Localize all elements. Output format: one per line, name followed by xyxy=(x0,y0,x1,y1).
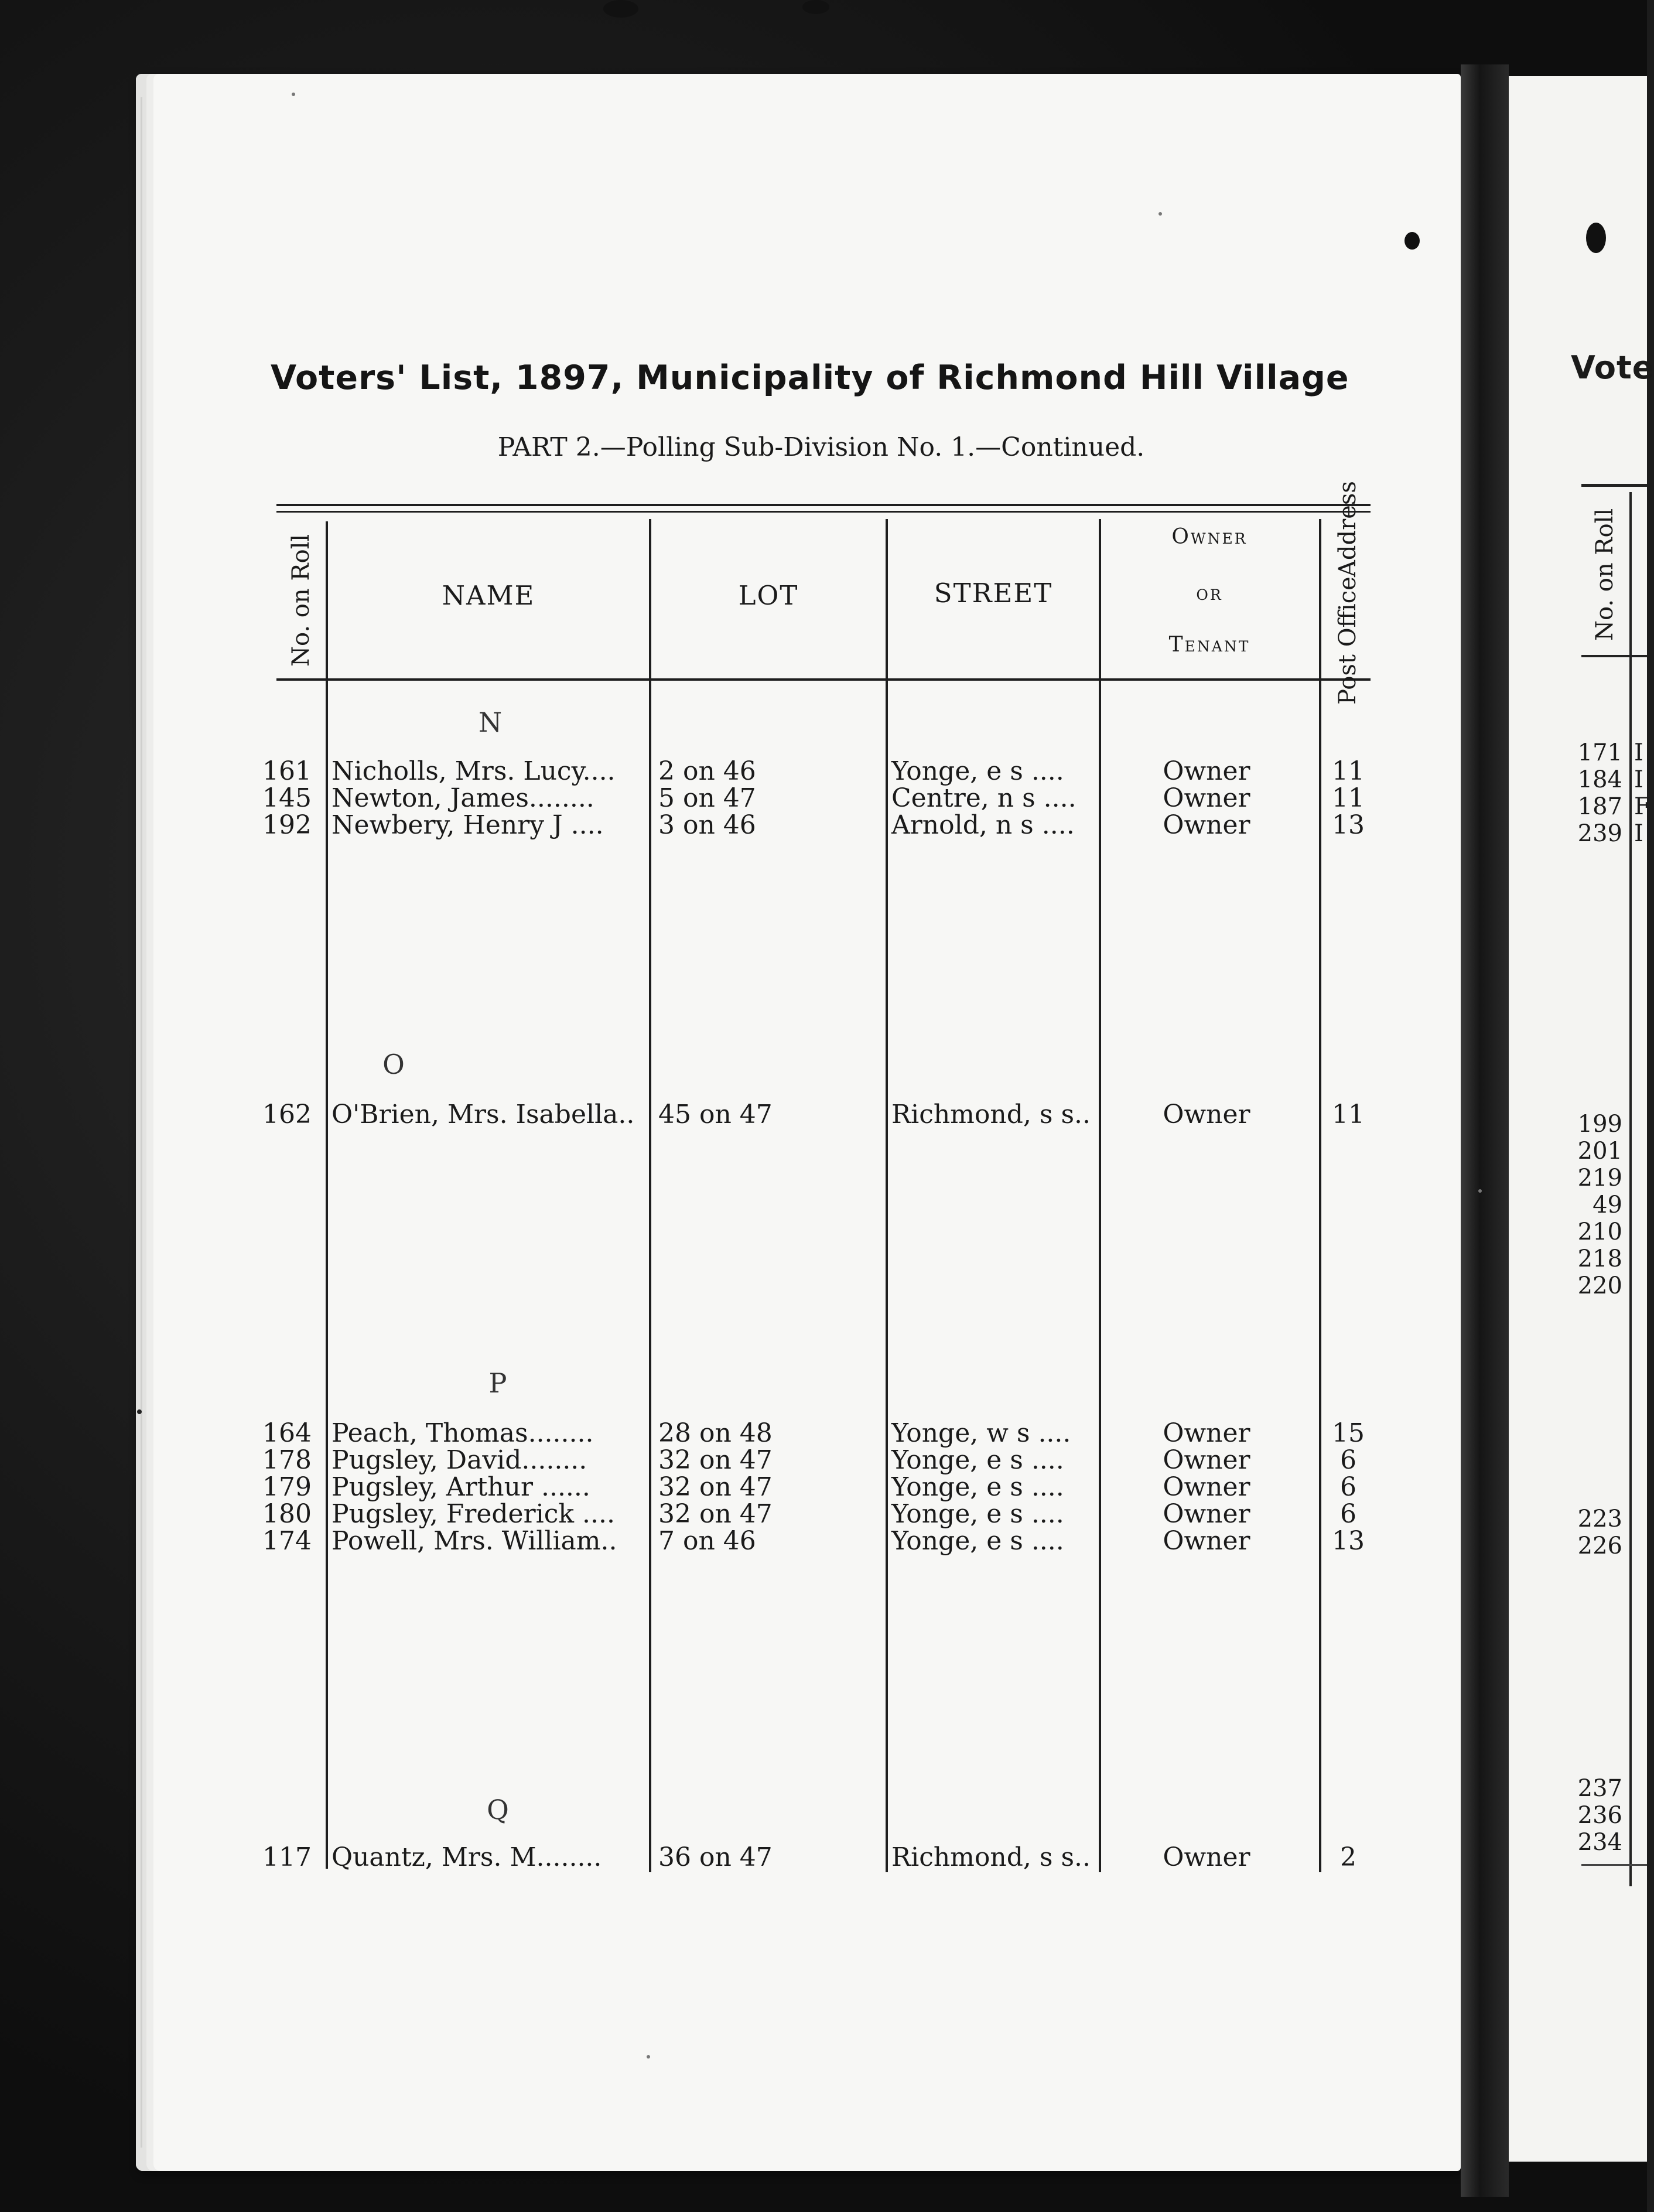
roll-number: 180 xyxy=(262,1499,312,1529)
facing-roll-number: 239 xyxy=(1577,820,1622,847)
paper-speck xyxy=(1159,212,1162,216)
roll-number: 192 xyxy=(262,810,312,840)
lot: 2 on 46 xyxy=(658,756,756,786)
header-owner-line1: Owner xyxy=(1171,525,1248,549)
post-office: 13 xyxy=(1332,1526,1365,1556)
header-po-line2: Address xyxy=(1334,480,1361,577)
section-letter-n: N xyxy=(478,706,503,738)
post-office: 11 xyxy=(1332,1100,1365,1129)
street: Centre, n s .... xyxy=(891,783,1077,813)
facing-roll-number: 218 xyxy=(1577,1245,1622,1272)
street: Yonge, e s .... xyxy=(891,1499,1064,1529)
page-title: Voters' List, 1897, Municipality of Richmond Hill Village xyxy=(271,359,1349,397)
table-top-rule xyxy=(276,511,1371,513)
facing-roll-number: 49 xyxy=(1593,1192,1622,1218)
owner-or-tenant: Owner xyxy=(1163,1418,1250,1448)
roll-number: 145 xyxy=(262,783,312,813)
facing-roll-number: 210 xyxy=(1577,1218,1622,1245)
facing-roll-number: 187 xyxy=(1577,793,1622,820)
facing-roll-number: 220 xyxy=(1577,1272,1622,1299)
roll-number: 164 xyxy=(262,1418,312,1448)
facing-roll-number: 223 xyxy=(1577,1506,1622,1532)
post-office: 11 xyxy=(1332,783,1365,813)
facing-page-title: Vote xyxy=(1571,349,1654,386)
lot: 32 on 47 xyxy=(658,1445,773,1475)
page-subtitle: PART 2.—Polling Sub-Division No. 1.—Continued. xyxy=(497,432,1145,462)
header-post-office xyxy=(1321,480,1374,705)
post-office: 13 xyxy=(1332,810,1365,840)
page-edge xyxy=(141,97,142,2148)
ink-blot xyxy=(603,0,638,18)
header-roll: No. on Roll xyxy=(288,534,315,667)
voter-name: O'Brien, Mrs. Isabella.. xyxy=(332,1100,635,1129)
voter-name: Pugsley, Frederick .... xyxy=(332,1499,615,1529)
owner-or-tenant: Owner xyxy=(1163,783,1250,813)
post-office: 6 xyxy=(1340,1445,1356,1475)
roll-number: 178 xyxy=(262,1445,312,1475)
section-letter-o: O xyxy=(382,1049,405,1080)
owner-or-tenant: Owner xyxy=(1163,756,1250,786)
facing-name-fragment: I xyxy=(1634,766,1643,793)
header-street: STREET xyxy=(934,578,1053,609)
facing-roll-number: 237 xyxy=(1577,1775,1622,1802)
section-letter-q: Q xyxy=(487,1794,509,1825)
facing-roll-number: 184 xyxy=(1577,766,1622,793)
voter-name: Pugsley, David........ xyxy=(332,1445,587,1475)
owner-or-tenant: Owner xyxy=(1163,1100,1250,1129)
table-header-rule xyxy=(276,678,1371,681)
facing-name-fragment: F xyxy=(1634,793,1650,820)
owner-or-tenant: Owner xyxy=(1163,1499,1250,1529)
column-divider xyxy=(1319,519,1321,1872)
facing-table-rule xyxy=(1581,655,1647,657)
section-letter-p: P xyxy=(488,1367,507,1399)
facing-table-column-line xyxy=(1629,492,1632,1886)
roll-number: 117 xyxy=(262,1842,312,1872)
roll-number: 179 xyxy=(262,1472,312,1502)
owner-or-tenant: Owner xyxy=(1163,1472,1250,1502)
voter-name: Newton, James........ xyxy=(332,783,594,813)
owner-or-tenant: Owner xyxy=(1163,1526,1250,1556)
voter-name: Nicholls, Mrs. Lucy.... xyxy=(332,756,616,786)
ink-mark xyxy=(1586,223,1606,253)
column-divider xyxy=(1099,519,1101,1872)
post-office: 2 xyxy=(1340,1842,1356,1872)
facing-name-fragment: I xyxy=(1634,739,1643,766)
lot: 32 on 47 xyxy=(658,1472,773,1502)
lot: 28 on 48 xyxy=(658,1418,773,1448)
paper-speck xyxy=(1478,1189,1482,1193)
voter-name: Powell, Mrs. William.. xyxy=(332,1526,617,1556)
facing-table-rule xyxy=(1581,1864,1647,1866)
owner-or-tenant: Owner xyxy=(1163,1445,1250,1475)
lot: 36 on 47 xyxy=(658,1842,773,1872)
roll-number: 162 xyxy=(262,1100,312,1129)
street: Yonge, e s .... xyxy=(891,756,1064,786)
ink-mark xyxy=(1404,232,1420,250)
lot: 3 on 46 xyxy=(658,810,756,840)
table-top-rule xyxy=(276,504,1371,506)
header-lot: LOT xyxy=(738,580,799,611)
post-office: 11 xyxy=(1332,756,1365,786)
lot: 32 on 47 xyxy=(658,1499,773,1529)
voter-name: Pugsley, Arthur ...... xyxy=(332,1472,590,1502)
post-office: 15 xyxy=(1332,1418,1365,1448)
street: Yonge, e s .... xyxy=(891,1526,1064,1556)
paper-speck xyxy=(292,93,295,96)
column-divider xyxy=(886,519,888,1872)
facing-roll-number: 236 xyxy=(1577,1802,1622,1829)
facing-roll-number: 219 xyxy=(1577,1165,1622,1192)
facing-roll-number: 226 xyxy=(1577,1532,1622,1559)
facing-name-fragment: I xyxy=(1634,820,1643,847)
header-owner-line3: Tenant xyxy=(1168,633,1250,657)
facing-roll-number: 201 xyxy=(1577,1138,1622,1165)
book-gutter xyxy=(1461,64,1509,2197)
voter-name: Newbery, Henry J .... xyxy=(332,810,604,840)
post-office: 6 xyxy=(1340,1472,1356,1502)
facing-table-rule xyxy=(1581,484,1647,487)
owner-or-tenant: Owner xyxy=(1163,810,1250,840)
street: Yonge, e s .... xyxy=(891,1472,1064,1502)
ink-blot xyxy=(802,0,829,14)
header-name: NAME xyxy=(442,580,535,611)
paper-speck xyxy=(137,1409,142,1414)
street: Yonge, w s .... xyxy=(891,1418,1071,1448)
facing-roll-number: 234 xyxy=(1577,1829,1622,1856)
voter-name: Quantz, Mrs. M........ xyxy=(332,1842,602,1872)
roll-number: 161 xyxy=(262,756,312,786)
street: Yonge, e s .... xyxy=(891,1445,1064,1475)
header-owner-line2: or xyxy=(1196,581,1223,605)
facing-roll-number: 171 xyxy=(1577,739,1622,766)
lot: 7 on 46 xyxy=(658,1526,756,1556)
post-office: 6 xyxy=(1340,1499,1356,1529)
owner-or-tenant: Owner xyxy=(1163,1842,1250,1872)
voter-name: Peach, Thomas........ xyxy=(332,1418,594,1448)
facing-roll-number: 199 xyxy=(1577,1111,1622,1138)
street: Arnold, n s .... xyxy=(891,810,1075,840)
lot: 45 on 47 xyxy=(658,1100,773,1129)
lot: 5 on 47 xyxy=(658,783,756,813)
facing-roll-header: No. on Roll xyxy=(1591,508,1618,641)
header-po-line1: Post Office xyxy=(1334,576,1361,705)
street: Richmond, s s.. xyxy=(891,1842,1091,1872)
paper-speck xyxy=(647,2055,650,2059)
roll-number: 174 xyxy=(262,1526,312,1556)
street: Richmond, s s.. xyxy=(891,1100,1091,1129)
